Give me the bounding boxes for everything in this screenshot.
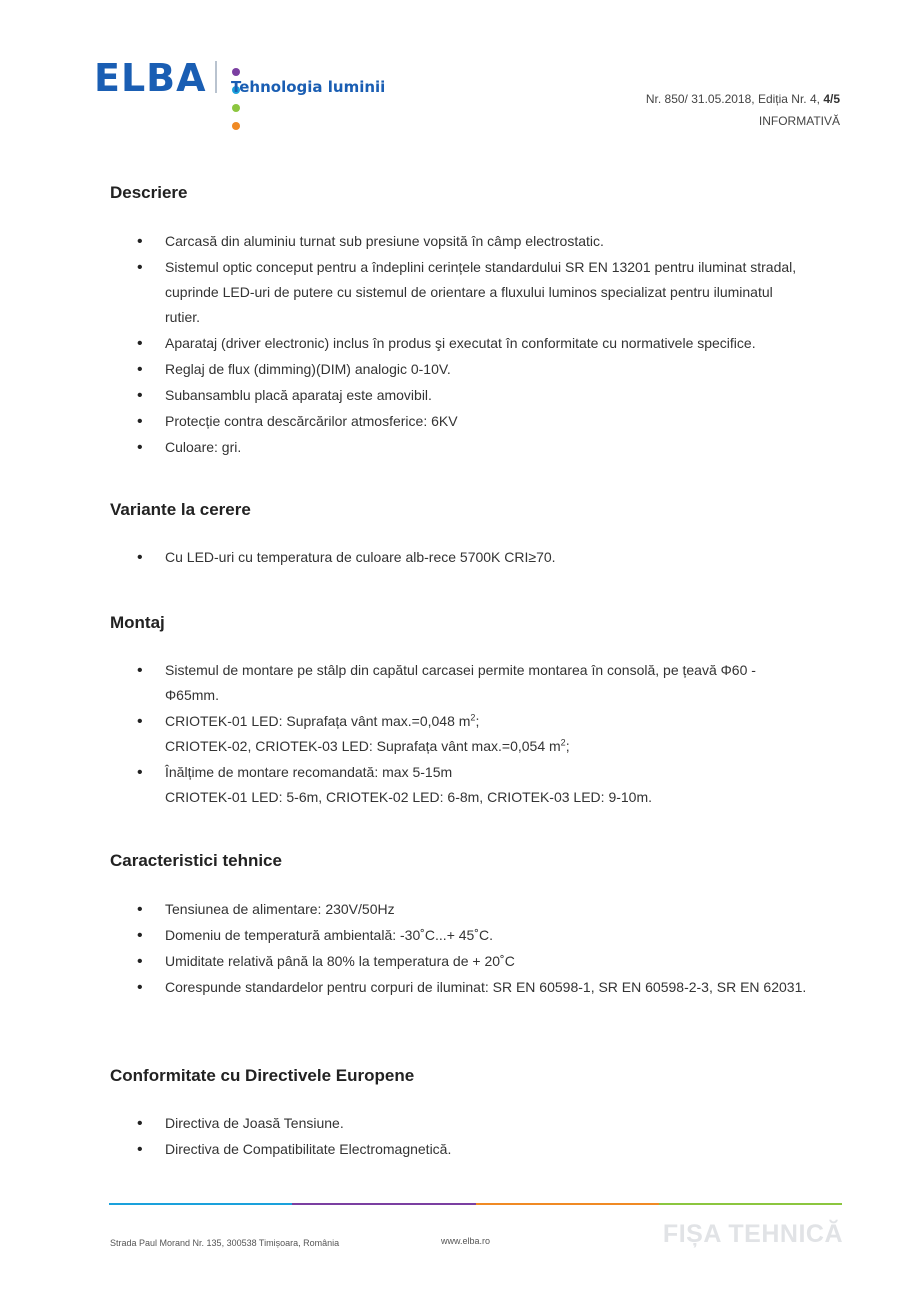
footer-website-link[interactable]: www.elba.ro [441,1236,491,1246]
section-title-montaj: Montaj [110,613,165,632]
list-item: • Subansamblu placă aparataj este amovibil. [110,383,810,408]
footer-color-line [109,1203,842,1205]
list-item: • Umiditate relativă până la 80% la temperatura de + 20˚C [110,949,810,974]
logo-dot-green [232,104,240,112]
superscript-2: 2 [470,712,476,723]
descriere-list [110,229,810,461]
list-item: • Reglaj de flux (dimming)(DIM) analogic 0-10V. [110,357,810,382]
logo-dot-purple [232,68,240,76]
doc-number-line [646,88,840,110]
footer-address: Strada Paul Morand Nr. 135, 300538 Timișoara, România [110,1238,340,1248]
montaj-wind-surface-02-03: CRIOTEK-02, CRIOTEK-03 LED: Suprafața vânt max.=0,054 m [165,738,561,754]
doc-classification: INFORMATIVĂ [758,114,840,128]
section-title-conformitate: Conformitate cu Directivele Europene [110,1066,415,1085]
list-item: • Sistemul de montare pe stâlp din capătul carcasei permite montarea în consolă, pe țeavă Φ60 - Φ65mm. [110,658,810,708]
list-item: • Directiva de Compatibilitate Electromagnetică. [110,1137,810,1162]
section-title-caracteristici: Caracteristici tehnice [110,851,282,870]
list-item: • Sistemul optic conceput pentru a îndeplini cerințele standardului SR EN 13201 pentru iluminat stradal, cuprinde LED-uri de putere cu sistemul de orientare a fluxului luminos specializat pentru iluminatul rutier. [110,255,810,330]
logo-dots [232,63,244,71]
page-number: 4/5 [823,92,840,106]
list-item: • Domeniu de temperatură ambientală: -30˚C...+ 45˚C. [110,923,810,948]
footer-doc-type: FIȘA TEHNICĂ [662,1220,843,1248]
footer-line-segment [476,1203,659,1205]
logo-dot-orange [232,122,240,130]
list-item: • Carcasă din aluminiu turnat sub presiune vopsită în câmp electrostatic. [110,229,810,254]
list-item: • Protecție contra descărcărilor atmosferice: 6KV [110,409,810,434]
list-item: • Aparataj (driver electronic) inclus în produs şi executat în conformitate cu normativele specifice. [110,331,810,356]
montaj-list [110,658,810,811]
list-item: • Corespunde standardelor pentru corpuri de iluminat: SR EN 60598-1, SR EN 60598-2-3, SR EN 62031. [110,975,810,1000]
footer-line-segment [109,1203,292,1205]
footer-line-segment [292,1203,475,1205]
logo-wordmark: ELBA [94,56,207,100]
footer-line-segment [659,1203,842,1205]
list-item: • Directiva de Joasă Tensiune. [110,1111,810,1136]
logo-divider [215,61,217,93]
montaj-wind-surface-01: CRIOTEK-01 LED: Suprafața vânt max.=0,048 m [165,713,471,729]
superscript-2: 2 [560,737,566,748]
list-item [110,760,810,810]
logo-tagline: Tehnologia luminii [231,78,386,96]
list-item [110,709,810,759]
document-info [646,88,840,132]
list-item: • Tensiunea de alimentare: 230V/50Hz [110,897,810,922]
list-item: • Cu LED-uri cu temperatura de culoare alb-rece 5700K CRI≥70. [110,545,810,570]
montaj-height-per-model: CRIOTEK-01 LED: 5-6m, CRIOTEK-02 LED: 6-8m, CRIOTEK-03 LED: 9-10m. [165,789,653,805]
list-item: • Culoare: gri. [110,435,810,460]
punctuation: ; [565,738,570,754]
variante-list [110,545,810,571]
montaj-height-recommended: Înălțime de montare recomandată: max 5-15m [165,764,453,780]
doc-number: Nr. 850/ 31.05.2018, Ediția Nr. 4, [645,92,824,106]
punctuation: ; [475,713,480,729]
caracteristici-list [110,897,810,1001]
section-title-descriere: Descriere [110,183,188,202]
conformitate-list [110,1111,810,1163]
section-title-variante: Variante la cerere [110,500,251,519]
